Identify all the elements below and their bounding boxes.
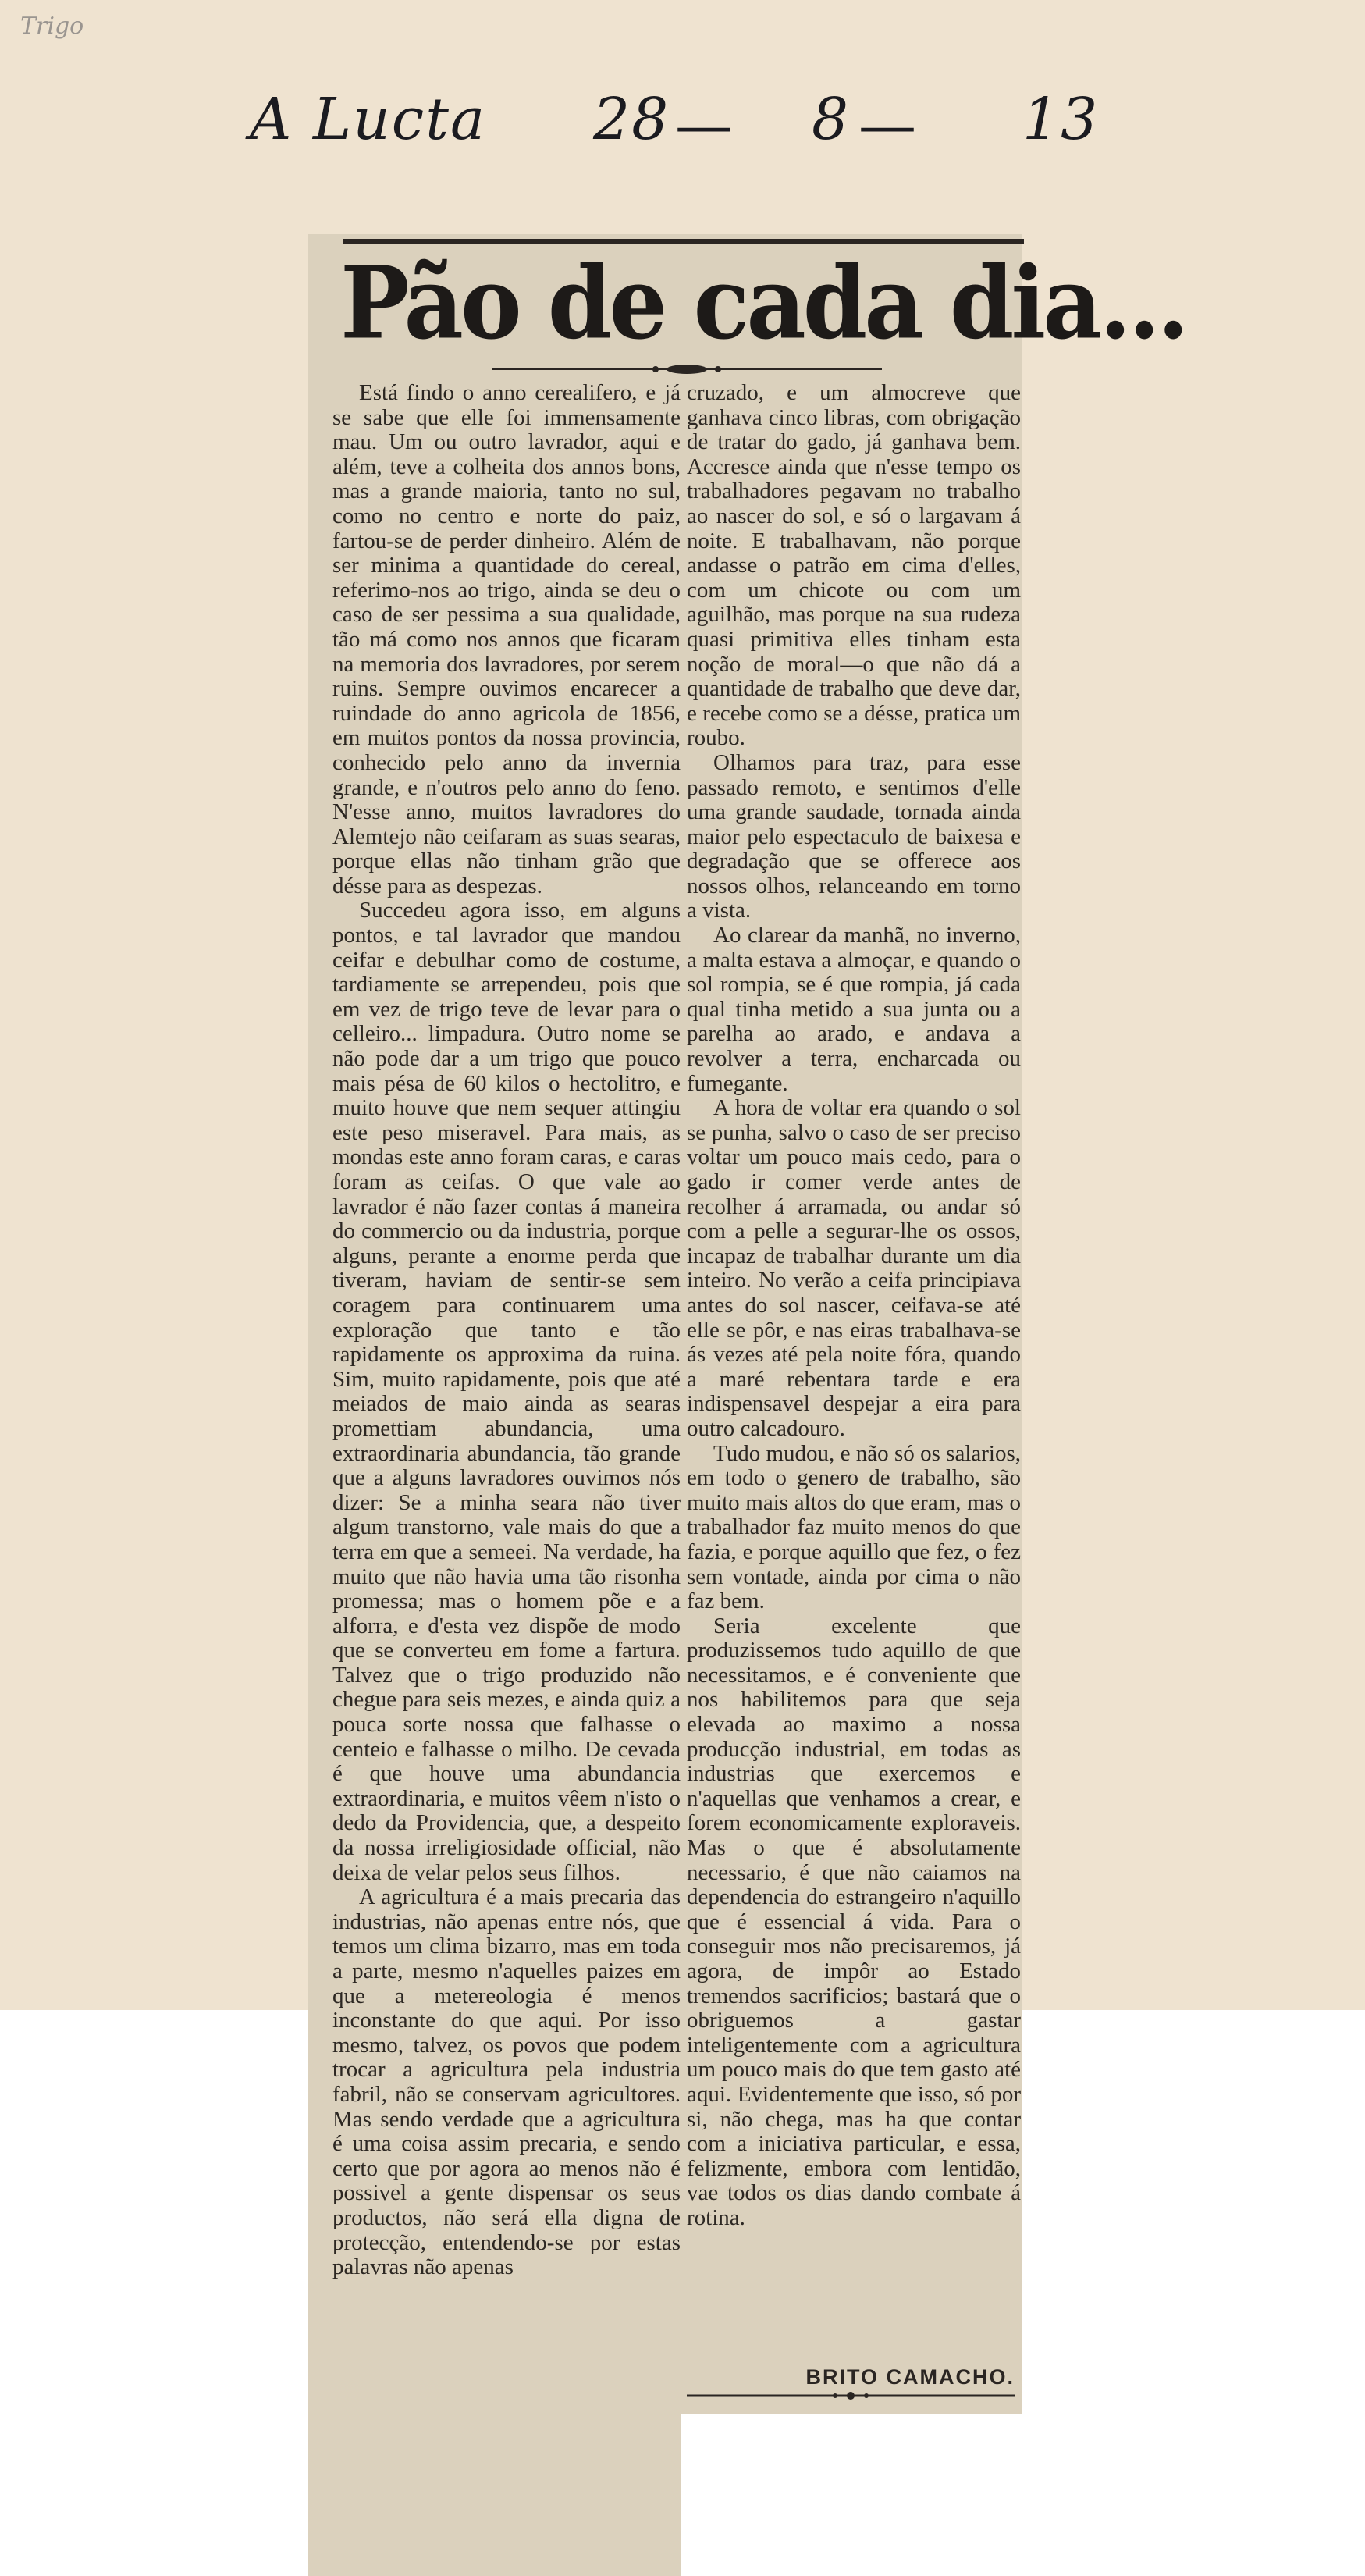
article-left-column xyxy=(332,381,681,2280)
right-paragraph: Olhamos para traz, para esse passado remoto, e sentimos d'elle uma grande saudade, tornada ainda maior pelo espectaculo de baixesa e degradação que se offerece aos nossos olhos, relanceando em torno a vista. xyxy=(687,749,1021,923)
right-paragraph: Ao clarear da manhã, no inverno, a malta estava a almoçar, e quando o sol rompia, se é que rompia, já cada qual tinha metido a sua junta ou a parelha ao arado, e andava a revolver a terra, encharcada ou fumegante. xyxy=(687,923,1021,1096)
article-right-column xyxy=(687,381,1021,2231)
right-paragraph: cruzado, e um almocreve que ganhava cinco libras, com obrigação de tratar do gado, já ganhava bem. Accresce ainda que n'esse tempo os trabalhadores pegavam no trabalho ao nascer do sol, e só o largavam á noite. E trabalhavam, não porque andasse o patrão em cima d'elles, com um chicote ou com um aguilhão, mas porque na sua rudeza quasi primitiva elles tinham esta noção de moral—o que não dá a quantidade de trabalho que deve dar, e recebe como se a désse, pratica um roubo. xyxy=(687,380,1021,751)
article-end-ornament xyxy=(687,2390,1015,2401)
right-paragraph: Tudo mudou, e não só os salarios, em todo o genero de trabalho, são muito mais altos do que eram, mas o trabalhador faz muito menos do que fazia, e porque aquillo que fez, o fez sem vontade, ainda por cima o não faz bem. xyxy=(687,1440,1021,1614)
left-paragraph: Succedeu agora isso, em alguns pontos, e tal lavrador que mandou ceifar e debulhar como de costume, tardiamente se arrependeu, pois que em vez de trigo teve de levar para o celleiro... limpadura. Outro nome se não pode dar a um trigo que pouco mais pésa de 60 kilos o hectolitro, e muito houve que nem sequer attingiu este peso miseravel. Para mais, as mondas este anno foram caras, e caras foram as ceifas. O que vale ao lavrador é não fazer contas á maneira do commercio ou da industria, porque alguns, perante a enorme perda que tiveram, haviam de sentir-se sem coragem para continuarem uma exploração que tanto e tão rapidamente os approxima da ruina. Sim, muito rapidamente, pois que até meiados de maio ainda as searas promettiam abundancia, uma extraordinaria abundancia, tão grande que a alguns lavradores ouvimos nós dizer: Se a minha seara não tiver algum transtorno, vale mais do que a terra em que a semeei. Na verdade, ha muito que não havia uma tão risonha promessa; mas o homem põe e a alforra, e d'esta vez dispõe de modo que se converteu em fome a fartura. Talvez que o trigo produzido não chegue para seis mezes, e ainda quiz a pouca sorte nossa que falhasse o centeio e falhasse o milho. De cevada é que houve uma abundancia extraordinaria, e muitos vêem n'isto o dedo da Providencia, que, a despeito da nossa irreligiosidade official, não deixa de velar pelos seus filhos. xyxy=(332,898,681,1885)
left-paragraph: A agricultura é a mais precaria das industrias, não apenas entre nós, que temos um clima bizarro, mas em toda a parte, mesmo n'aquelles paizes em que a metereologia é menos inconstante do que aqui. Por isso mesmo, talvez, os povos que podem trocar a agricultura pela industria fabril, não se conservam agricultores. Mas sendo verdade que a agricultura é uma coisa assim precaria, e sendo certo que por agora ao menos não é possivel a gente dispensar os seus productos, não será ella digna de protecção, entendendo-se por estas palavras não apenas xyxy=(332,1884,681,2280)
handwritten-year: 13 xyxy=(1022,86,1100,153)
handwritten-source-annotation xyxy=(250,86,1108,187)
pencil-category-note: Trigo xyxy=(20,12,84,40)
right-paragraph: A hora de voltar era quando o sol se punha, salvo o caso de ser preciso voltar um pouco mais cedo, para o gado ir comer verde antes de recolher á arramada, ou andar só com a pelle a segurar-lhe os ossos, incapaz de trabalhar durante um dia inteiro. No verão a ceifa principiava antes do sol nascer, ceifava-se até elle se pôr, e nas eiras trabalhava-se ás vezes até pela noite fóra, quando a maré rebentara tarde e era indispensavel despejar a eira para outro calcadouro. xyxy=(687,1095,1021,1441)
left-paragraph: Está findo o anno cerealifero, e já se sabe que elle foi immensamente mau. Um ou outro lavrador, aqui e além, teve a colheita dos annos bons, mas a grande maioria, tanto no sul, como no centro e norte do paiz, fartou-se de perder dinheiro. Além de ser minima a quantidade do cereal, referimo-nos ao trigo, ainda se deu o caso de ser pessima a sua qualidade, tão má como nos annos que ficaram na memoria dos lavradores, por serem ruins. Sempre ouvimos encarecer a ruindade do anno agricola de 1856, em muitos pontos da nossa provincia, conhecido pelo anno da invernia grande, e n'outros pelo anno do feno. N'esse anno, muitos lavradores do Alemtejo não ceifaram as suas searas, porque ellas não tinham grão que désse para as despezas. xyxy=(332,380,681,898)
handwritten-month: 8 xyxy=(812,86,851,153)
right-paragraph: Seria excelente que produzissemos tudo aquillo de que necessitamos, e é conveniente que nos habilitemos para que seja elevada ao maximo a nossa producção industrial, em todas as industrias que exercemos e n'aquellas que venhamos a crear, e forem economicamente exploraveis. Mas o que é absolutamente necessario, é que não caiamos na dependencia do estrangeiro n'aquillo que é essencial á vida. Para o conseguir mos não precisaremos, já agora, de impôr ao Estado tremendos sacrificios; bastará que o obriguemos a gastar inteligentemente com a agricultura um pouco mais do que tem gasto até aqui. Evidentemente que isso, só por si, não chega, mas ha que contar com a iniciativa particular, e essa, felizmente, embora com lentidão, vae todos os dias dando combate á rotina. xyxy=(687,1613,1021,2230)
author-signature: BRITO CAMACHO. xyxy=(805,2365,1015,2389)
handwritten-day: 28 xyxy=(593,86,670,153)
title-ornament-divider xyxy=(492,364,882,375)
handwritten-publication: A Lucta xyxy=(250,86,487,153)
handwritten-dash: — xyxy=(675,92,734,159)
article-title: Pão de cada dia... xyxy=(340,244,1186,361)
title-top-rule xyxy=(343,239,1024,244)
handwritten-dash: — xyxy=(858,92,918,159)
